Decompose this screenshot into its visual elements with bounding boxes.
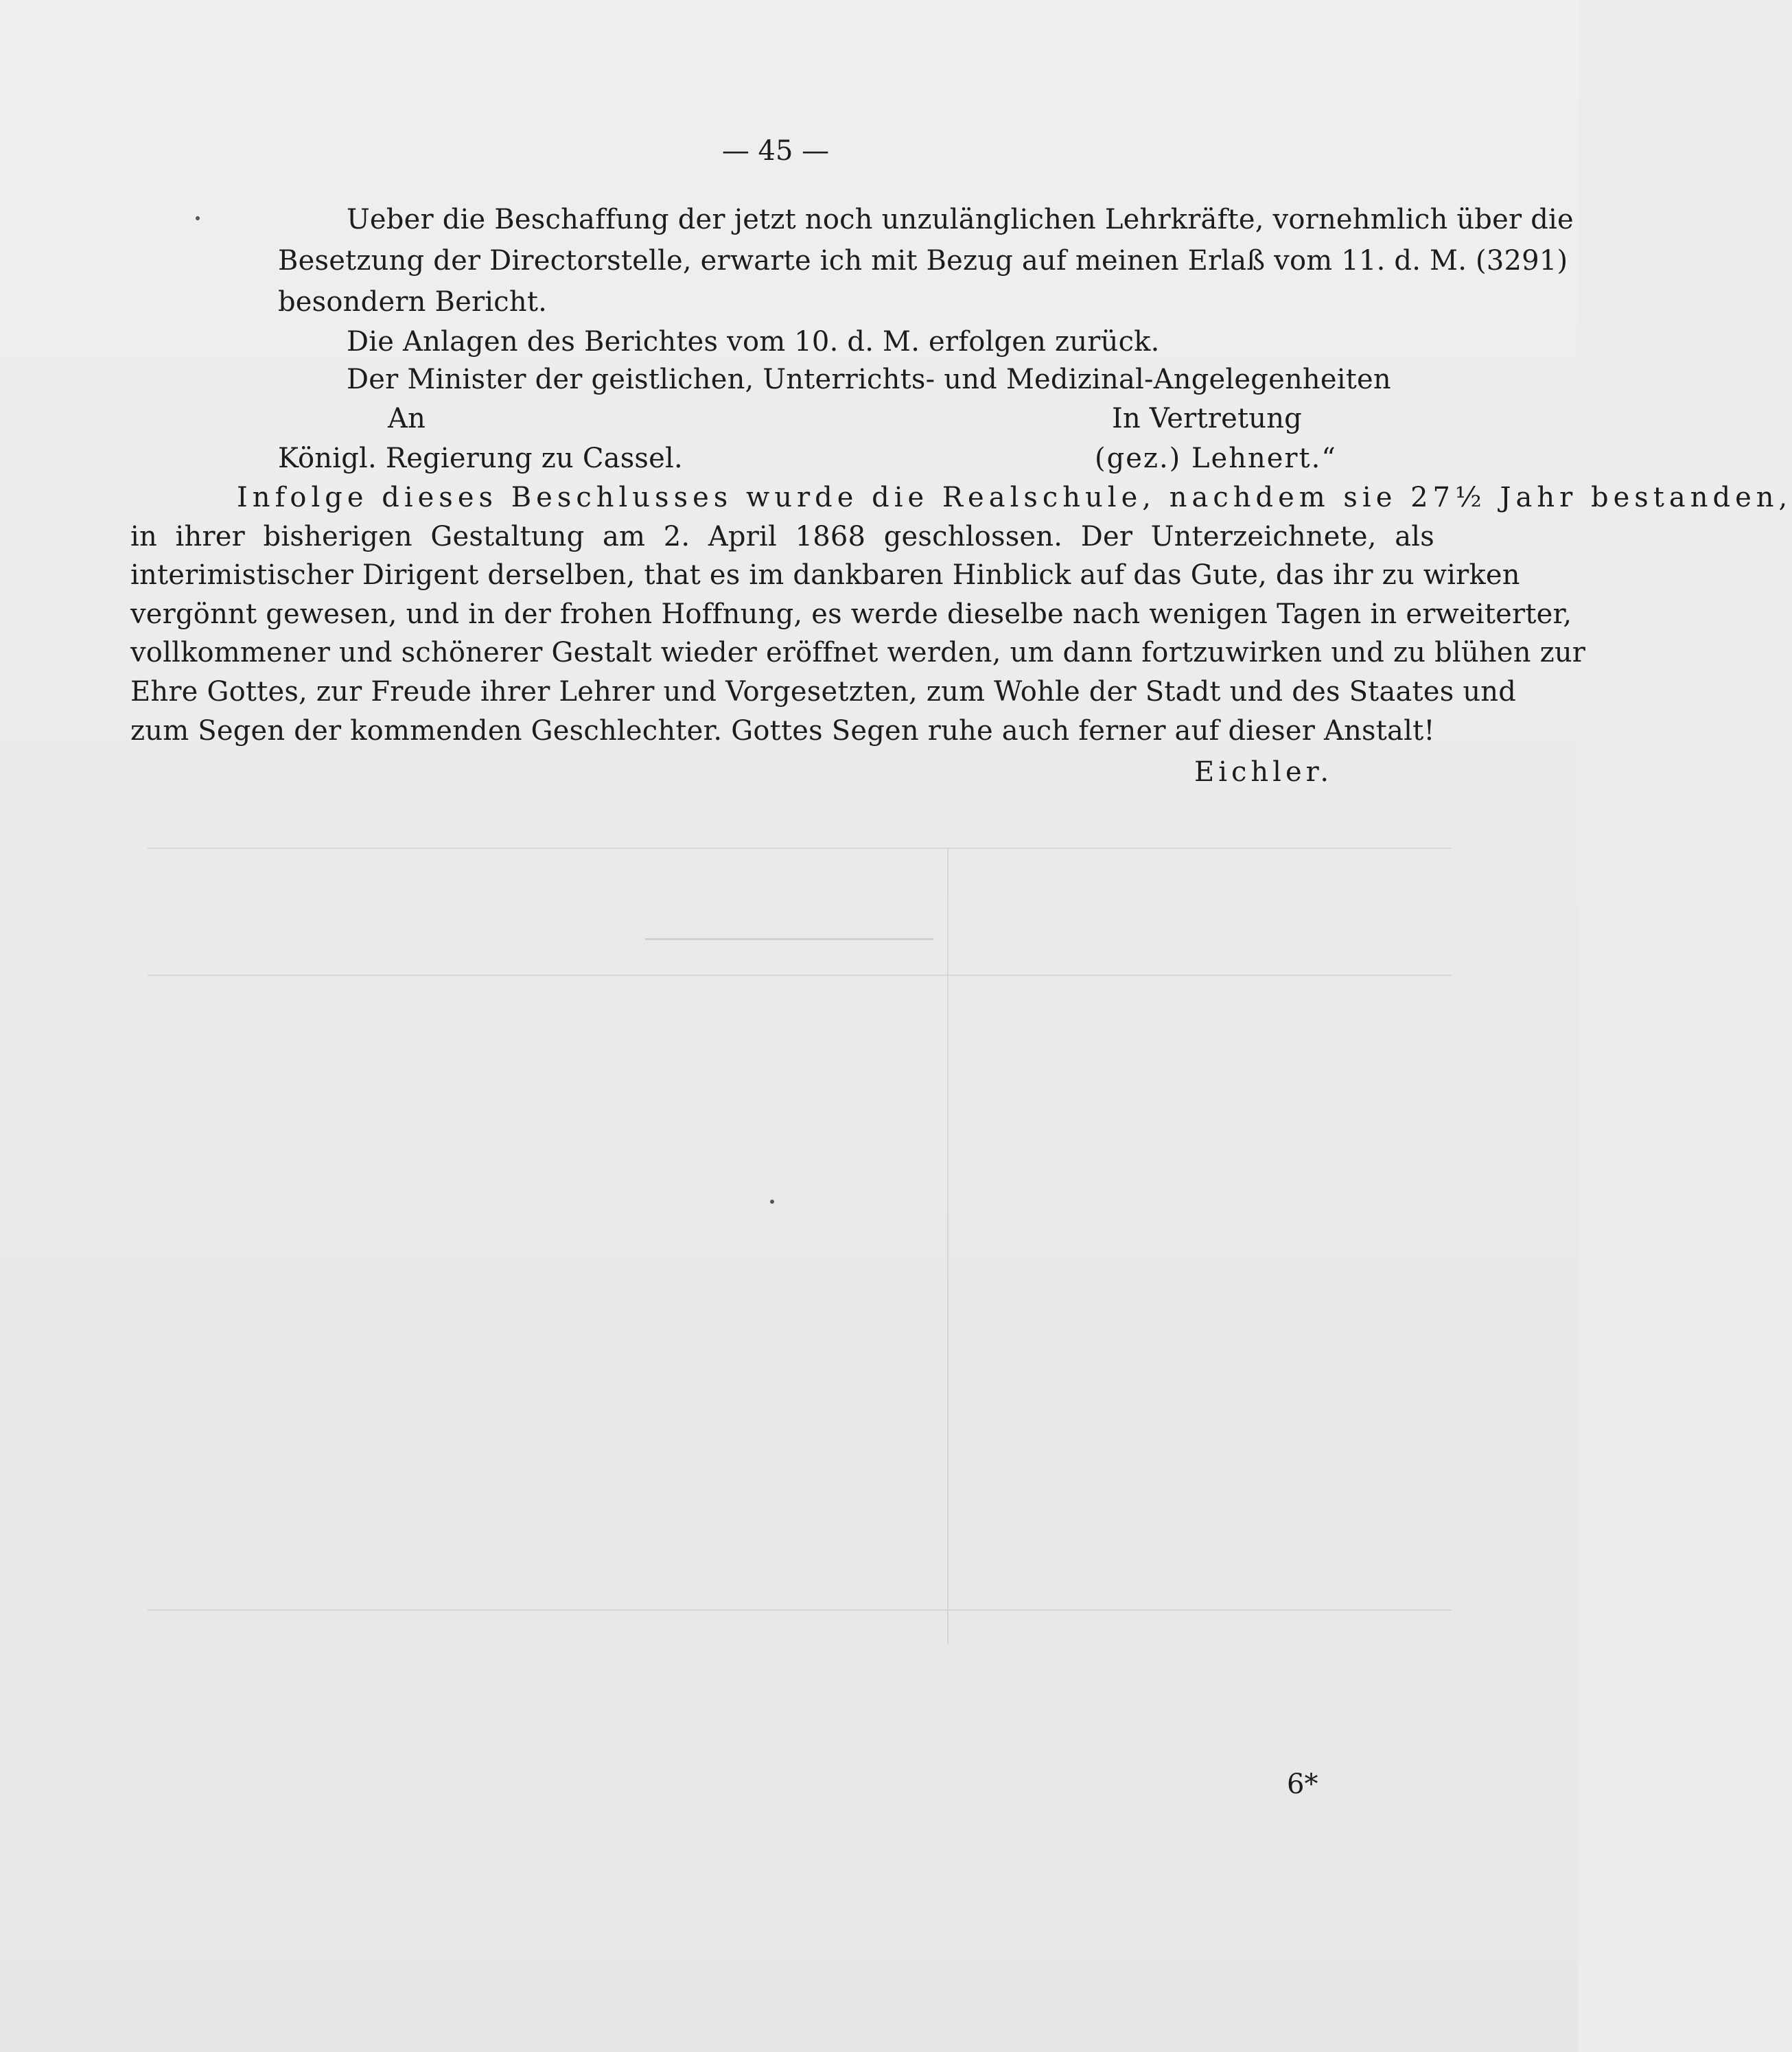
bleed-through-table	[148, 841, 1452, 1644]
representative-signature: (gez.) Lehnert.“	[1095, 443, 1337, 474]
closing-line: vergönnt gewesen, und in der frohen Hoffnung, es werde dieselbe nach wenigen Tagen in erweiterter,	[130, 598, 1572, 630]
letter-line: Besetzung der Directorstelle, erwarte ich mit Bezug auf meinen Erlaß vom 11. d. M. (3291)	[278, 245, 1568, 277]
bleed-rule	[947, 848, 949, 1644]
letter-line: Die Anlagen des Berichtes vom 10. d. M. erfolgen zurück.	[347, 326, 1160, 358]
closing-line: zum Segen der kommenden Geschlechter. Gottes Segen ruhe auch ferner auf dieser Anstalt!	[130, 715, 1435, 747]
stray-mark	[770, 1200, 774, 1204]
representation-label: In Vertretung	[1112, 403, 1302, 434]
closing-line: interimistischer Dirigent derselben, that es im dankbaren Hinblick auf das Gute, das ihr zu wirken	[130, 559, 1520, 591]
author-signature: Eichler.	[1194, 756, 1334, 788]
closing-line: Ehre Gottes, zur Freude ihrer Lehrer und Vorgesetzten, zum Wohle der Stadt und des Staates und	[130, 676, 1517, 708]
sender-line: Der Minister der geistlichen, Unterrichts- und Medizinal-Angelegenheiten	[347, 364, 1391, 395]
bleed-rule	[148, 975, 1452, 976]
addressee: Königl. Regierung zu Cassel.	[278, 443, 683, 474]
bleed-rule	[148, 848, 1452, 849]
stray-mark	[196, 216, 200, 220]
signature-mark: 6*	[1287, 1769, 1318, 1800]
bleed-rule	[645, 938, 933, 940]
closing-line: Infolge dieses Beschlusses wurde die Realschule, nachdem sie 27½ Jahr bestanden,	[237, 482, 1792, 513]
closing-line: vollkommener und schönerer Gestalt wieder eröffnet werden, um dann fortzuwirken und zu blühen zur	[130, 637, 1586, 668]
closing-line: in ihrer bisherigen Gestaltung am 2. April 1868 geschlossen. Der Unterzeichnete, als	[130, 521, 1434, 552]
letter-line: Ueber die Beschaffung der jetzt noch unzulänglichen Lehrkräfte, vornehmlich über die	[347, 204, 1574, 235]
addressee-label: An	[388, 403, 426, 434]
bleed-rule	[148, 1609, 1452, 1611]
letter-line: besondern Bericht.	[278, 286, 548, 318]
page-number: — 45 —	[721, 135, 830, 167]
